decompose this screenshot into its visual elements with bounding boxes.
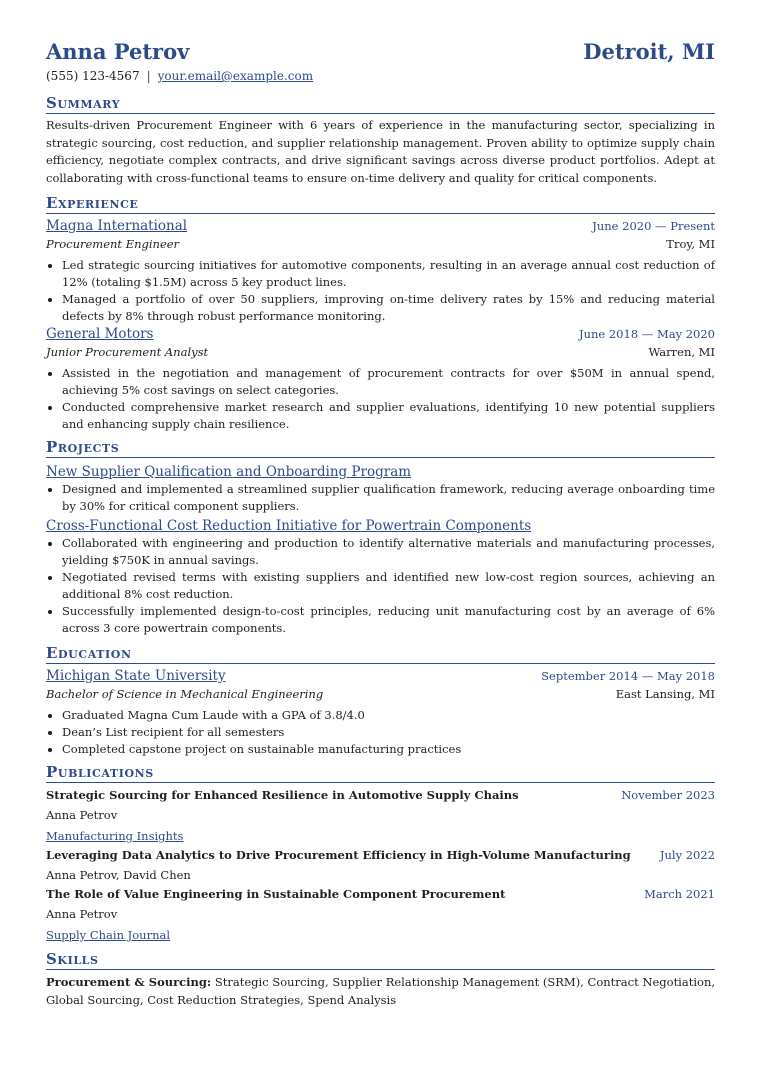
job-bullets [46,257,715,325]
job-role: Procurement Engineer [46,237,180,251]
candidate-location: Detroit, MI [583,39,715,64]
list-item: • Dean’s List recipient for all semesters [62,724,715,741]
company-link[interactable]: General Motors [46,326,154,342]
job-dates: June 2018 — May 2020 [578,327,715,341]
list-item: • Conducted comprehensive market research and supplier evaluations, identifying 10 new potential suppliers and enhancing supply chain resilience. [62,399,715,433]
publication-title: Strategic Sourcing for Enhanced Resilience in Automotive Supply Chains [46,788,519,802]
candidate-name: Anna Petrov [46,39,190,64]
degree: Bachelor of Science in Mechanical Engineering [46,687,324,701]
summary-section [46,93,715,187]
publication-date: November 2023 [621,788,715,802]
job-bullets [46,365,715,433]
projects-heading: Projects [46,437,715,458]
job-dates: June 2020 — Present [592,219,715,233]
education-dates: September 2014 — May 2018 [541,669,715,683]
publication-entry [46,786,715,846]
project-link[interactable]: Cross-Functional Cost Reduction Initiative for Powertrain Components [46,518,532,534]
publication-authors: Anna Petrov [46,808,118,822]
project-bullets [46,481,715,515]
list-item: • Collaborated with engineering and production to identify alternative materials and manufacturing processes, yielding $750K in annual savings. [62,535,715,569]
experience-heading: Experience [46,193,715,214]
list-item: • Designed and implemented a streamlined supplier qualification framework, reducing average onboarding time by 30% for critical component suppliers. [62,481,715,515]
publication-authors: Anna Petrov [46,907,118,921]
project-bullets [46,535,715,637]
publication-entry [46,885,715,945]
job-entry [46,325,715,433]
publication-venue-link[interactable]: Manufacturing Insights [46,829,184,843]
education-heading: Education [46,643,715,664]
project-link[interactable]: New Supplier Qualification and Onboarding Program [46,464,412,480]
publication-authors: Anna Petrov, David Chen [46,868,191,882]
list-item: • Graduated Magna Cum Laude with a GPA of 3.8/4.0 [62,707,715,724]
job-location: Troy, MI [666,237,715,251]
list-item: • Completed capstone project on sustainable manufacturing practices [62,741,715,758]
project-entry [46,515,715,637]
projects-section [46,437,715,637]
contact-separator: | [146,69,151,83]
resume-page [46,38,715,1009]
list-item: • Led strategic sourcing initiatives for automotive components, resulting in an average annual cost reduction of 12% (totaling $1.5M) across 5 key product lines. [62,257,715,291]
skill-list: Strategic Sourcing, Supplier Relationship Management (SRM), Contract Negotiation, Global Sourcing, Cost Reduction Strategies, Spend Analysis [46,975,716,1007]
publications-heading: Publications [46,762,715,783]
publications-section [46,762,715,945]
skill-category: Procurement & Sourcing: [46,975,212,989]
list-item: • Successfully implemented design-to-cost principles, reducing unit manufacturing cost by an average of 6% across 3 core powertrain components. [62,603,715,637]
project-entry [46,461,715,515]
education-section [46,643,715,758]
experience-section [46,193,715,433]
list-item: • Managed a portfolio of over 50 suppliers, improving on-time delivery rates by 15% and reducing material defects by 8% through robust performance monitoring. [62,291,715,325]
publication-title: The Role of Value Engineering in Sustainable Component Procurement [46,887,506,901]
summary-text: Results-driven Procurement Engineer with 6 years of experience in the manufacturing sector, specializing in strategic sourcing, cost reduction, and supplier relationship management. Proven ability to optimize supply chain efficiency, negotiate complex contracts, and drive significant savings across diverse product portfolios. Adept at collaborating with cross-functional teams to ensure on-time delivery and quality for critical components. [46,118,715,185]
school-link[interactable]: Michigan State University [46,668,226,684]
company-link[interactable]: Magna International [46,218,188,234]
phone-number: (555) 123-4567 [46,69,140,83]
publication-date: March 2021 [644,887,715,901]
publication-date: July 2022 [659,848,715,862]
publication-title: Leveraging Data Analytics to Drive Procurement Efficiency in High-Volume Manufacturing [46,848,631,862]
skills-section [46,949,715,1009]
job-entry [46,217,715,325]
education-bullets [46,707,715,758]
email-link[interactable]: your.email@example.com [157,69,314,83]
skills-heading: Skills [46,949,715,970]
publication-entry [46,846,715,885]
contact-line [46,66,715,86]
summary-heading: Summary [46,93,715,114]
resume-header [46,38,715,66]
publication-venue-link[interactable]: Supply Chain Journal [46,928,171,942]
job-role: Junior Procurement Analyst [46,345,209,359]
skill-line [46,973,715,1009]
list-item: • Assisted in the negotiation and management of procurement contracts for over $50M in annual spend, achieving 5% cost savings on select categories. [62,365,715,399]
list-item: • Negotiated revised terms with existing suppliers and identified new low-cost region sources, achieving an additional 8% cost reduction. [62,569,715,603]
job-location: Warren, MI [648,345,715,359]
education-location: East Lansing, MI [615,687,715,701]
